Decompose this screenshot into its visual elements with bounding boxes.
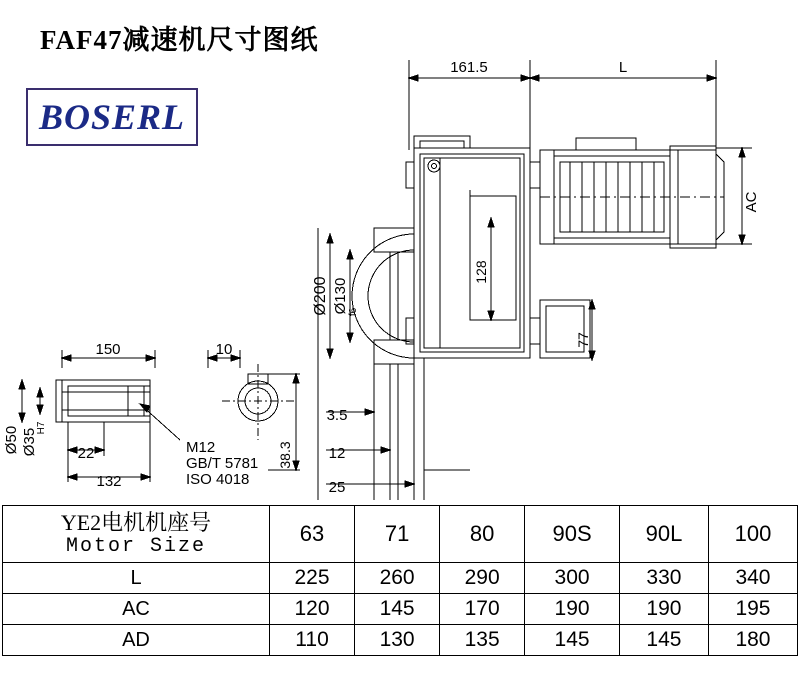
dim-22: 22 [77,445,95,462]
table-row-header [3,506,798,563]
dim-3-5: 3.5 [326,407,348,424]
motor-size-cell: 100 [708,506,797,563]
dim-L: L [618,59,628,76]
note-m12: M12 [186,439,216,456]
table-row [3,563,798,594]
motor-size-header [3,506,270,563]
motor-size-cell: 71 [355,506,440,563]
row-value: 145 [619,625,708,656]
row-value: 300 [525,563,620,594]
dim-132: 132 [96,473,122,490]
row-value: 135 [440,625,525,656]
logo-text: BOSERL [38,97,186,137]
dim-dia-130: Ø130 [332,277,349,315]
motor-size-cell: 80 [440,506,525,563]
motor-size-cell: 90L [619,506,708,563]
row-value: 180 [708,625,797,656]
dim-150: 150 [95,341,121,358]
dim-77: 77 [575,332,591,348]
dim-dia-130-tol: f6 [348,307,359,317]
row-label: L [3,563,270,594]
row-value: 120 [270,594,355,625]
table-row [3,625,798,656]
note-standard-iso: ISO 4018 [186,471,250,488]
row-value: 290 [440,563,525,594]
dim-dia-35: Ø35 [21,427,38,457]
row-value: 170 [440,594,525,625]
motor-size-header-cn: YE2电机机座号 [60,509,212,535]
row-value: 145 [355,594,440,625]
table-row [3,594,798,625]
row-value: 195 [708,594,797,625]
dim-AC: AC [743,191,760,213]
page-title: FAF47减速机尺寸图纸 [40,25,319,55]
dim-25: 25 [328,479,346,496]
dim-128: 128 [473,260,489,284]
row-value: 340 [708,563,797,594]
dim-dia-35-tol: H7 [36,421,47,435]
motor-size-header-en: Motor Size [65,535,207,559]
row-label: AC [3,594,270,625]
spec-table [2,505,798,656]
dim-dia-50: Ø50 [3,425,20,455]
row-value: 145 [525,625,620,656]
dim-161-5: 161.5 [450,59,488,76]
row-value: 225 [270,563,355,594]
row-value: 330 [619,563,708,594]
row-value: 190 [619,594,708,625]
motor-size-cell: 63 [270,506,355,563]
dim-10: 10 [215,341,233,358]
row-value: 190 [525,594,620,625]
motor-size-cell: 90S [525,506,620,563]
dim-dia-200: Ø200 [312,276,329,316]
row-value: 110 [270,625,355,656]
row-value: 260 [355,563,440,594]
dim-12: 12 [328,445,346,462]
dim-38-3: 38.3 [277,441,293,469]
row-value: 130 [355,625,440,656]
note-standard-gb: GB/T 5781 [186,455,259,472]
row-label: AD [3,625,270,656]
